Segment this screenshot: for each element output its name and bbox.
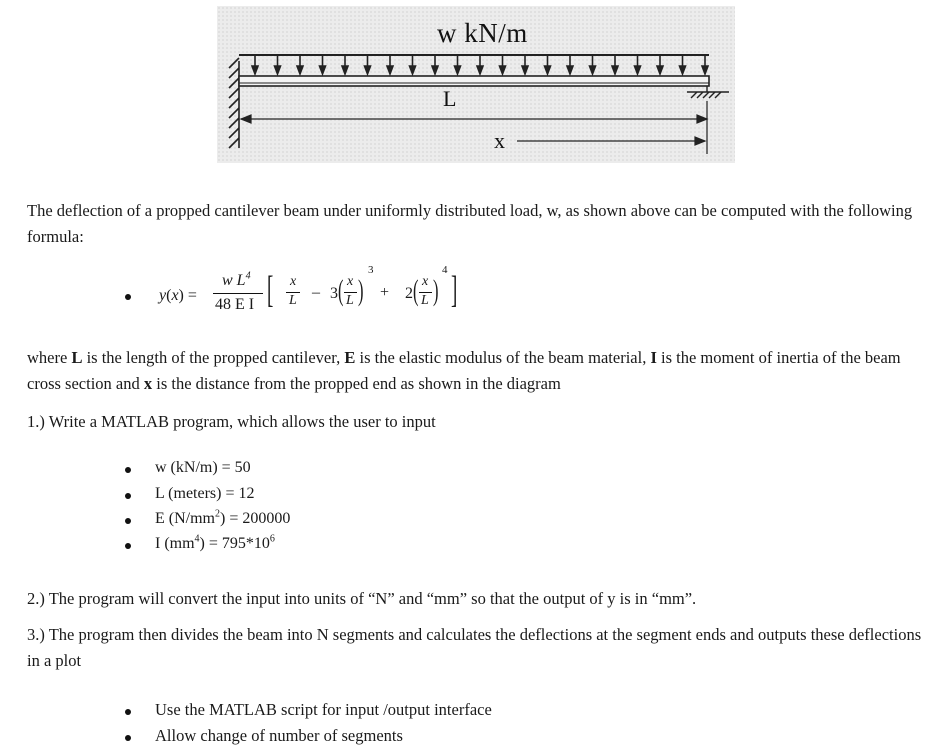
beam-diagram — [217, 6, 735, 163]
step-1: 1.) Write a MATLAB program, which allows the user to input — [27, 412, 436, 431]
bullet — [125, 709, 131, 715]
bullet — [125, 493, 131, 499]
load-arrow-head — [410, 66, 416, 74]
x-label: x — [494, 128, 505, 153]
load-arrow-head — [567, 66, 573, 74]
load-arrow-head — [365, 66, 371, 74]
load-arrow-head — [477, 66, 483, 74]
load-arrow-head — [387, 66, 393, 74]
load-arrow-head — [252, 66, 258, 74]
intro-paragraph: The deflection of a propped cantilever beam under uniformly distributed load, w, as shown above can be computed with the following formula: — [27, 201, 913, 246]
load-arrow-head — [275, 66, 281, 74]
load-arrow-head — [297, 66, 303, 74]
load-arrow-head — [680, 66, 686, 74]
bullet — [125, 467, 131, 473]
input-I: I $(mm^4) = 795*10^6$ — [155, 533, 275, 552]
where-paragraph: where L is the length of the propped cantilever, E is the elastic modulus of the beam material, I is the moment of inertia of the beam cross section and x is the distance from the propped end as shown in the diagram — [27, 348, 901, 393]
load-arrows — [252, 56, 708, 74]
beam — [239, 76, 709, 86]
load-label: w kN/m — [437, 18, 528, 48]
input-w: w (kN/m) = 50 — [155, 459, 251, 476]
bullet — [125, 518, 131, 524]
load-arrow-head — [320, 66, 326, 74]
input-L: L (meters) = 12 — [155, 485, 255, 502]
step-2: 2.) The program will convert the input into units of “N” and “mm” so that the output of y is in “mm”. — [27, 589, 697, 608]
bullet — [125, 735, 131, 741]
load-arrow-head — [432, 66, 438, 74]
load-arrow-head — [590, 66, 596, 74]
load-arrow-head — [612, 66, 618, 74]
fixed-support — [229, 58, 239, 148]
load-arrow-head — [657, 66, 663, 74]
input-E: E $(N/mm^2) = 200000$ — [155, 508, 291, 527]
note-script: Use the MATLAB script for input /output interface — [155, 700, 492, 719]
bullet — [125, 543, 131, 549]
step-3: 3.) The program then divides the beam into N segments and calculates the deflections at the segment ends and outputs these deflections in a plot — [27, 625, 922, 670]
load-arrow-head — [500, 66, 506, 74]
load-arrow-head — [455, 66, 461, 74]
load-arrow-head — [635, 66, 641, 74]
load-arrow-head — [522, 66, 528, 74]
x-dimension — [517, 137, 705, 145]
load-arrow-head — [342, 66, 348, 74]
deflection-formula: y(x) = w $L^4$ 48 E I [ x L – 3 ( x L ) 3 + 2 ( x L ) 4 ] — [159, 264, 458, 313]
propped-support — [687, 86, 729, 98]
length-label: L — [443, 86, 457, 111]
load-arrow-head — [702, 66, 708, 74]
note-segments: Allow change of number of segments — [155, 726, 403, 745]
bullet — [125, 294, 131, 300]
load-arrow-head — [545, 66, 551, 74]
length-dimension — [241, 101, 707, 154]
